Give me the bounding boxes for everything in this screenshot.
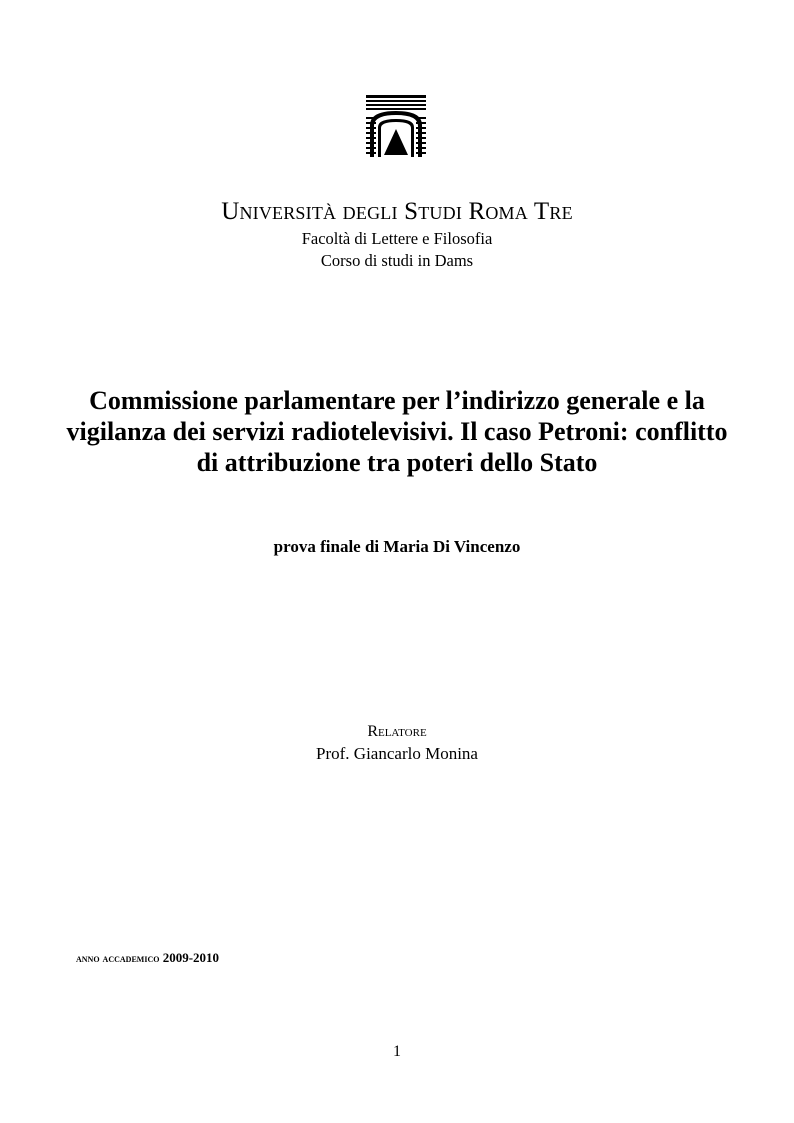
faculty-name: Facoltà di Lettere e Filosofia — [301, 229, 493, 248]
author-line: prova finale di Maria Di Vincenzo — [273, 537, 521, 556]
advisor-name: Prof. Giancarlo Monina — [316, 744, 478, 763]
university-logo-icon — [366, 95, 426, 157]
academic-year-label: anno accademico — [76, 951, 160, 965]
page-number: 1 — [393, 1043, 401, 1060]
thesis-title: Commissione parlamentare per l’indirizzo generale e la vigilanza dei servizi radiotelevisivi. Il caso Petroni: conflitto di attribuzione tra poteri dello Stato — [66, 386, 728, 477]
advisor-label: Relatore — [367, 723, 427, 740]
academic-year-value: 2009-2010 — [162, 950, 220, 965]
academic-year — [76, 949, 219, 967]
university-name: Università degli Studi Roma Tre — [221, 198, 573, 225]
course-name: Corso di studi in Dams — [320, 251, 474, 270]
